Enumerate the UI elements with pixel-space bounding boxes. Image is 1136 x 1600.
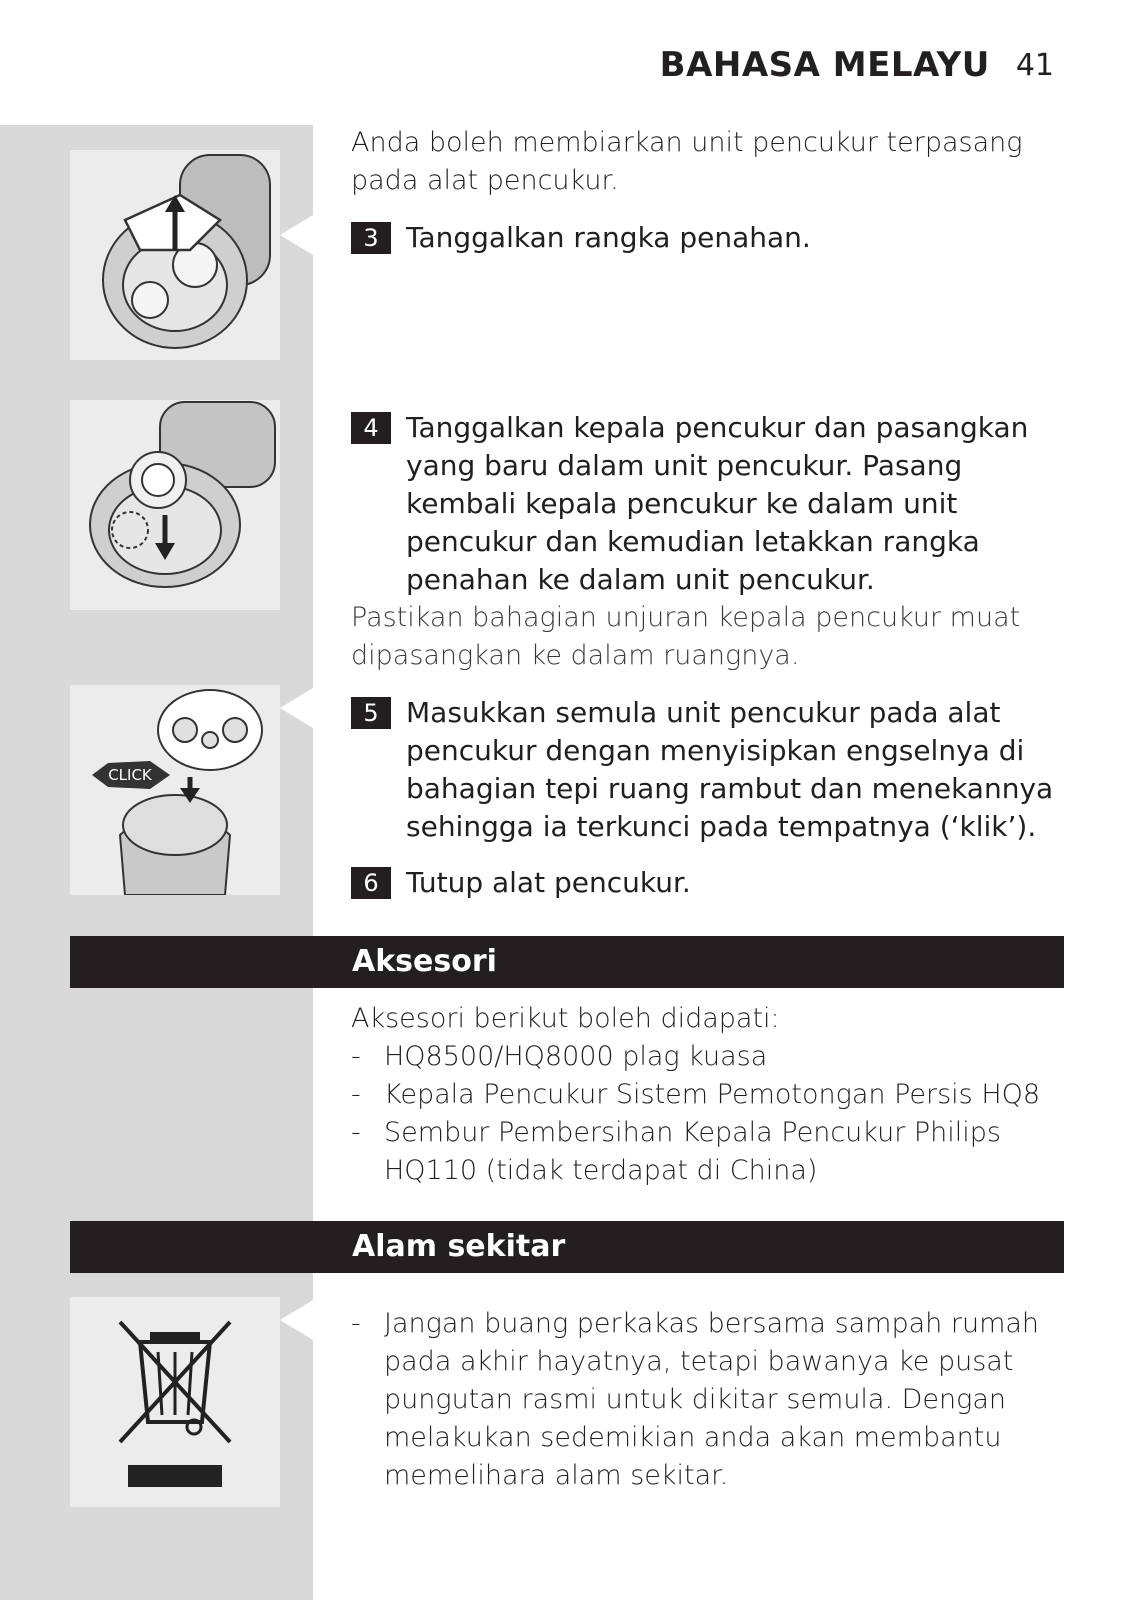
- page-header: [660, 40, 1054, 90]
- step-4-note: Pastikan bahagian unjuran kepala pencukur muat dipasangkan ke dalam ruangnya.: [351, 602, 1021, 671]
- step-number: 6: [351, 867, 391, 899]
- list-item: - Jangan buang perkakas bersama sampah rumah pada akhir hayatnya, tetapi bawanya ke pusat pungutan rasmi untuk dikitar semula. Dengan melakukan sedemikian anda akan membantu memelihara alam sekitar.: [351, 1305, 1061, 1495]
- section-heading: Alam sekitar: [352, 1229, 566, 1264]
- illustration-reattach-unit: [70, 685, 280, 895]
- step-number: 5: [351, 697, 391, 729]
- step-6: [351, 864, 1061, 902]
- environment-content: [351, 1305, 1061, 1495]
- section-band-accessories: [70, 936, 1064, 988]
- list-item: - HQ8500/HQ8000 plag kuasa: [351, 1038, 1061, 1076]
- step-5: [351, 694, 1061, 846]
- shaver-click-icon: [70, 685, 280, 895]
- accessories-content: [351, 1000, 1061, 1190]
- illustration-remove-frame: [70, 150, 280, 360]
- accessories-list: [351, 1038, 1061, 1190]
- page-number: 41: [1015, 47, 1054, 83]
- shaver-frame-icon: [70, 150, 280, 360]
- illustration-weee: [70, 1297, 280, 1507]
- step-text: Masukkan semula unit pencukur pada alat pencukur dengan menyisipkan engselnya di bahagian tepi ruang rambut dan menekannya sehingga ia terkunci pada tempatnya (‘klik’).: [406, 696, 1054, 843]
- step-text: Tutup alat pencukur.: [406, 866, 691, 899]
- step-3: [351, 219, 1061, 257]
- step-number: 4: [351, 412, 391, 444]
- environment-list: [351, 1305, 1061, 1495]
- step-4: [351, 409, 1061, 599]
- section-heading: Aksesori: [352, 944, 497, 979]
- step-text: Tanggalkan rangka penahan.: [406, 221, 811, 254]
- section-band-environment: [70, 1221, 1064, 1273]
- list-item: - Kepala Pencukur Sistem Pemotongan Persis HQ8: [351, 1076, 1061, 1114]
- notch: [280, 1300, 313, 1340]
- illustration-replace-head: [70, 400, 280, 610]
- step-number: 3: [351, 222, 391, 254]
- section-title: BAHASA MELAYU: [659, 45, 990, 85]
- notch: [280, 688, 313, 728]
- click-label: CLICK: [108, 766, 152, 784]
- shaver-head-icon: [70, 400, 280, 610]
- crossed-bin-icon: [70, 1297, 280, 1507]
- intro-text: Anda boleh membiarkan unit pencukur terpasang pada alat pencukur.: [351, 127, 1023, 196]
- accessories-intro: Aksesori berikut boleh didapati:: [351, 1003, 780, 1034]
- step-text: Tanggalkan kepala pencukur dan pasangkan yang baru dalam unit pencukur. Pasang kembali kepala pencukur ke dalam unit pencukur dan kemudian letakkan rangka penahan ke dalam unit pencukur.: [406, 411, 1029, 596]
- notch: [280, 215, 313, 255]
- list-item: - Sembur Pembersihan Kepala Pencukur Philips HQ110 (tidak terdapat di China): [351, 1114, 1061, 1190]
